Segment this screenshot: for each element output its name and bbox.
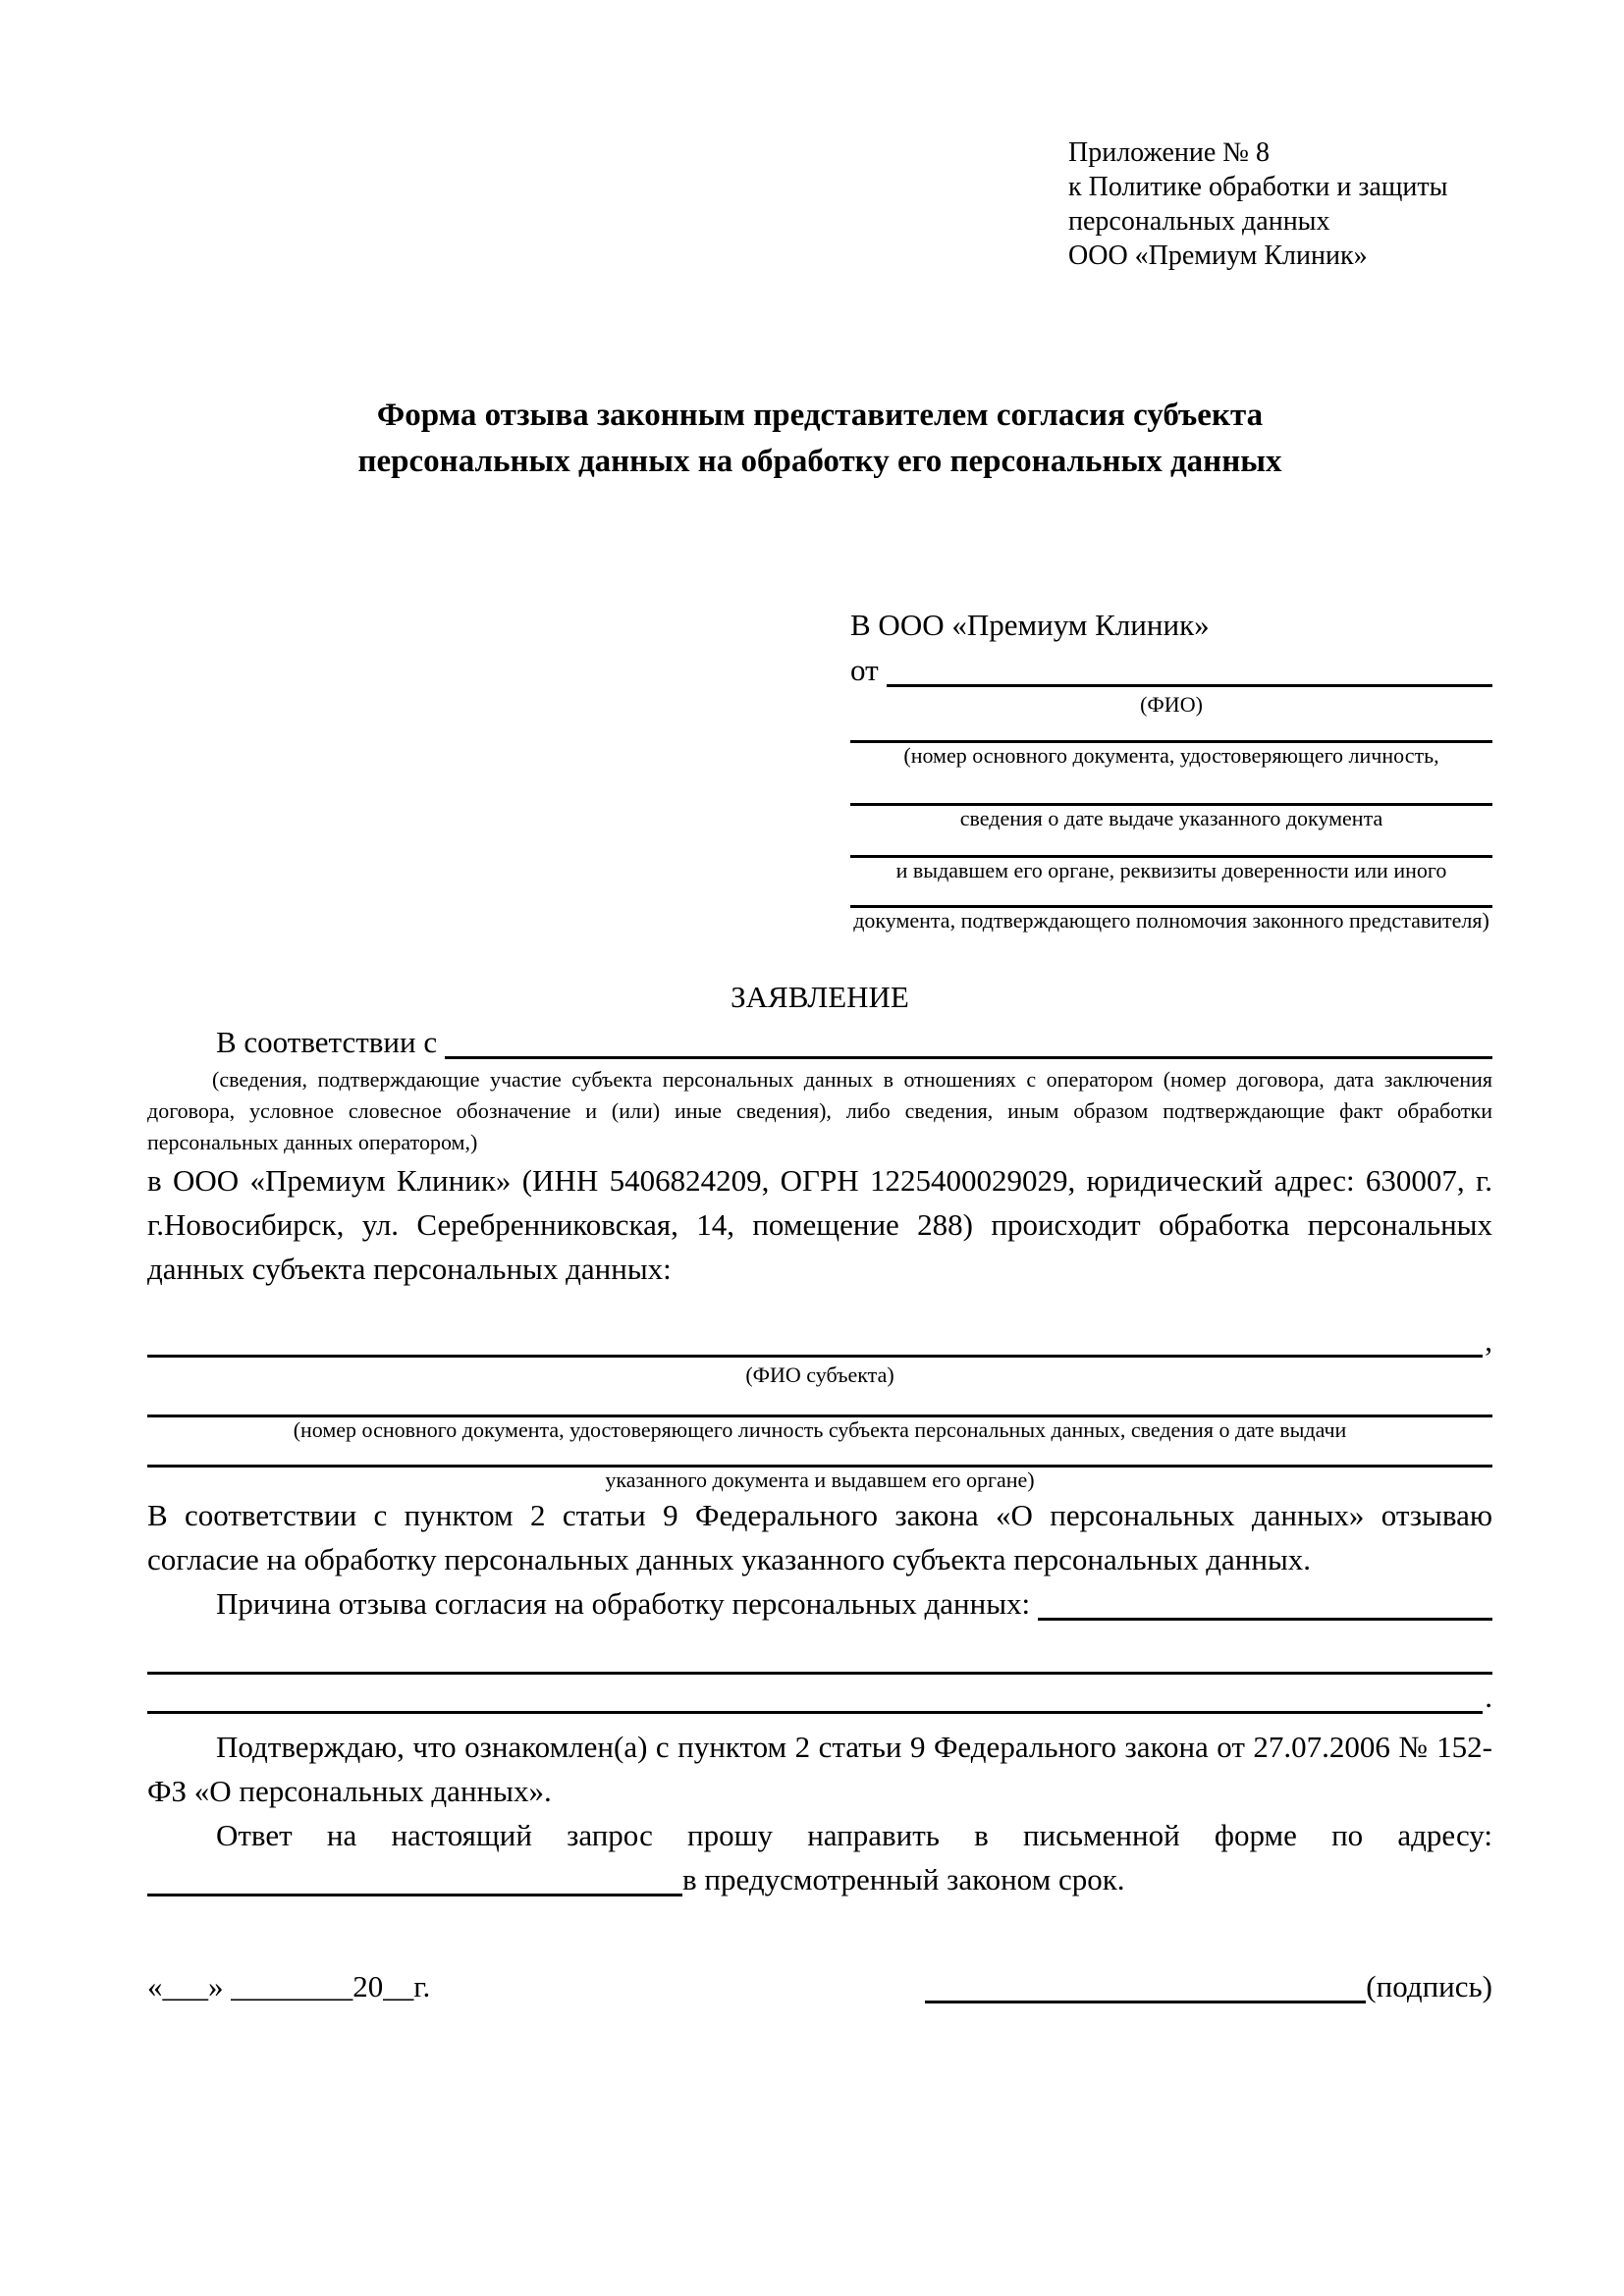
fio-caption: (ФИО) [1140,692,1203,717]
statement-heading: ЗАЯВЛЕНИЕ [731,980,909,1014]
withdrawal-paragraph: В соответствии с пунктом 2 статьи 9 Федерального закона «О персональных данных» отзываю согласие на обработку персональных данных указанного субъекта персональных данных. [147,1498,1492,1576]
date-line: «___» ________20__г. [147,1969,431,2003]
signature-blank-line [925,2001,1366,2003]
intro-label: В соответствии с [216,1025,438,1059]
reason-blank-line-1 [147,1637,1492,1675]
intro-caption: (сведения, подтверждающие участие субъекта персональных данных в отношениях с оператором (номер договора, дата заключения договора, условное словесное обозначение и (или) иные сведения), либо сведения, иным образом подтверждающие факт обработки персональных данных оператором,) [147,1067,1492,1154]
document-title-line-2: персональных данных на обработку его персональных данных [357,444,1282,479]
from-blank-line [887,684,1492,687]
appendix-note [1068,135,1492,273]
reason-line [147,1581,1492,1626]
subject-doc-caption-2: указанного документа и выдавшем его органе) [605,1468,1035,1492]
signature-line [925,1964,1492,2008]
representative-doc-blank-line-4 [850,883,1492,908]
reason-blank-line-inline [1038,1618,1492,1621]
reply-address-line [147,1857,1492,1901]
reply-suffix: в предусмотренный законом срок. [682,1862,1125,1896]
representative-doc-caption-4: документа, подтверждающего полномочия законного представителя) [853,908,1489,933]
document-title [147,393,1492,485]
representative-doc-blank-line-1 [850,718,1492,743]
document-title-line-1: Форма отзыва законным представителем согласия субъекта [376,398,1264,433]
subject-fio-blank-line [147,1355,1483,1358]
reply-address-blank-line [147,1894,682,1896]
subject-doc-blank-line-1 [147,1390,1492,1417]
appendix-note-line-1: Приложение № 8 [1068,137,1270,168]
representative-doc-blank-line-2 [850,769,1492,806]
signature-row [147,1964,1492,2008]
subject-doc-blank-line-2 [147,1445,1492,1468]
intro-line [147,1020,1492,1064]
signature-caption: (подпись) [1366,1969,1492,2003]
representative-doc-caption-3: и выдавшем его органе, реквизиты доверенности или иного [895,858,1447,882]
appendix-note-line-4: ООО «Премиум Клиник» [1068,240,1368,271]
recipient-line: В ООО «Премиум Клиник» [850,608,1210,642]
addressee-block [850,603,1492,934]
reason-period: . [1485,1680,1492,1714]
reason-label: Причина отзыва согласия на обработку персональных данных: [216,1586,1031,1621]
subject-fio-caption: (ФИО субъекта) [745,1362,894,1387]
reason-blank-line-2 [147,1675,1492,1719]
representative-doc-caption-2: сведения о дате выдаче указанного документа [959,806,1383,830]
from-line [850,648,1492,692]
reason-blank-line-2-rule [147,1711,1483,1714]
appendix-note-line-3: персональных данных [1068,206,1330,237]
from-label: от [850,653,879,687]
representative-doc-blank-line-3 [850,831,1492,858]
subject-fio-line [147,1318,1492,1362]
operator-paragraph: в ООО «Премиум Клиник» (ИНН 5406824209, ОГРН 1225400029029, юридический адрес: 630007, г. г.Новосибирск, ул. Серебренниковская, 14, помещение 288) происходит обработка персональных данных субъекта персональных данных: [147,1163,1492,1286]
acknowledge-paragraph: Подтверждаю, что ознакомлен(а) с пунктом 2 статьи 9 Федерального закона от 27.07.2006 № 152-ФЗ «О персональных данных». [147,1730,1492,1808]
representative-doc-caption-1: (номер основного документа, удостоверяющего личность, [903,743,1439,768]
appendix-note-line-2: к Политике обработки и защиты [1068,172,1448,202]
reply-paragraph: Ответ на настоящий запрос прошу направить в письменной форме по адресу: [216,1818,1492,1852]
subject-doc-caption-1: (номер основного документа, удостоверяющего личность субъекта персональных данных, сведения о дате выдачи [293,1417,1347,1442]
intro-blank-line [445,1056,1492,1059]
subject-fio-comma: , [1485,1323,1492,1358]
